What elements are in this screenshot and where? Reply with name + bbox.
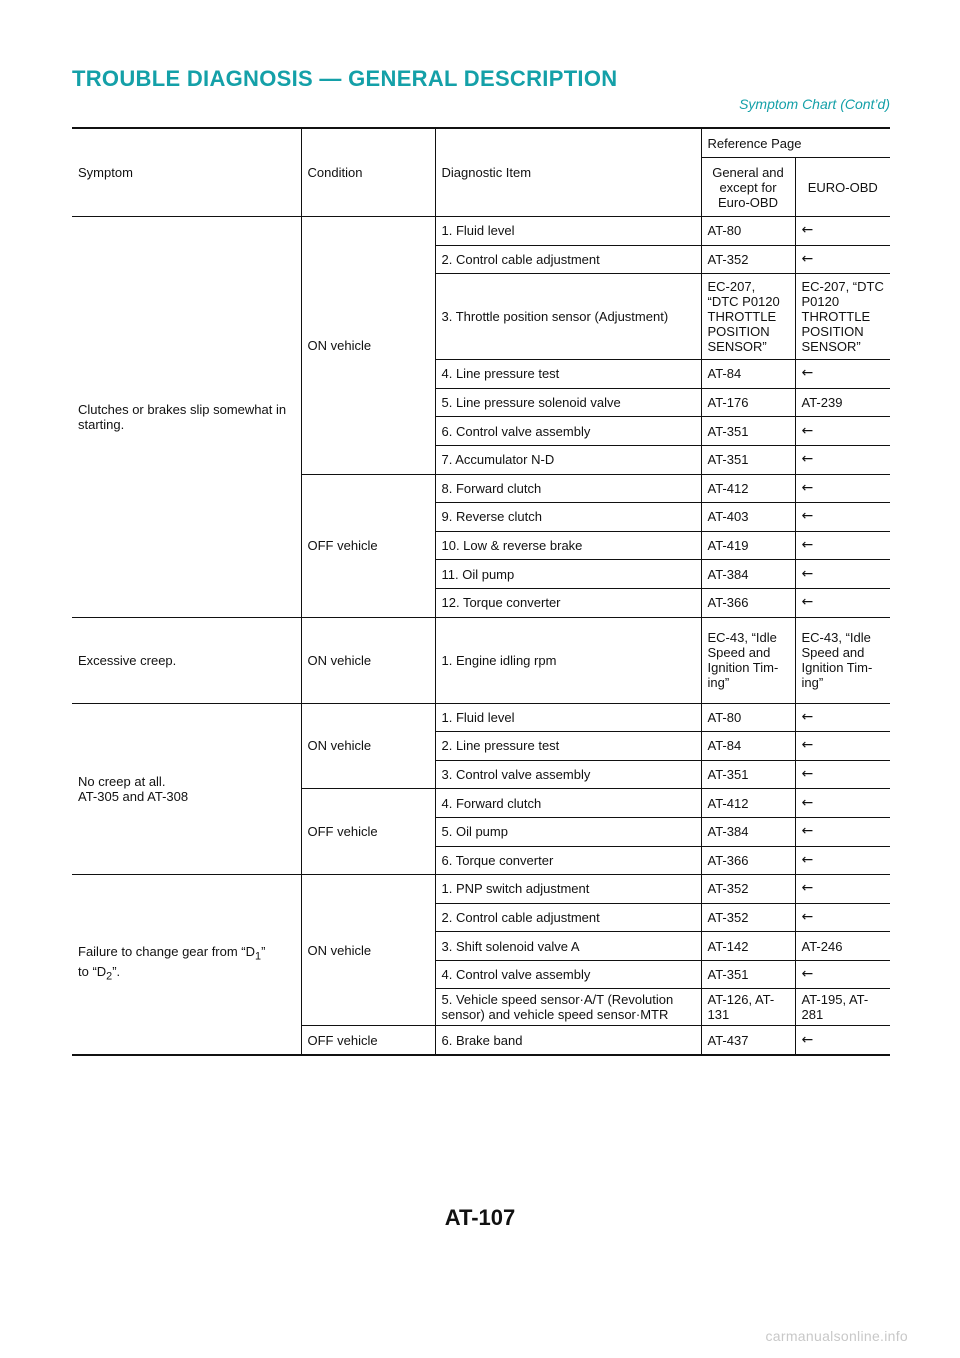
header-reference-page: Reference Page: [701, 128, 890, 158]
symptom-cell: Clutches or brakes slip somewhat in starting.: [72, 217, 301, 618]
diagnostic-item-cell: 5. Line pressure solenoid valve: [435, 388, 701, 417]
condition-cell: ON vehicle: [301, 217, 435, 475]
condition-cell: ON vehicle: [301, 617, 435, 703]
euro-ref-cell: ←: [795, 217, 890, 246]
table-header: [72, 128, 890, 217]
symptom-text: ”.: [112, 964, 121, 980]
euro-ref-cell: ←: [795, 360, 890, 389]
symptom-text: ”: [261, 943, 266, 959]
symptom-line: No creep at all.: [78, 773, 166, 789]
general-ref-cell: AT-419: [701, 531, 795, 560]
header-diagnostic-item: Diagnostic Item: [435, 128, 701, 217]
general-ref-cell: AT-351: [701, 417, 795, 446]
symptom-text: to “D: [78, 964, 107, 980]
condition-cell: OFF vehicle: [301, 1026, 435, 1055]
symptom-cell: [72, 875, 301, 1055]
euro-ref-cell: EC-43, “Idle Speed and Ignition Tim-ing”: [795, 617, 890, 703]
general-ref-cell: AT-384: [701, 560, 795, 589]
euro-ref-cell: ←: [795, 503, 890, 532]
general-ref-cell: AT-351: [701, 445, 795, 474]
general-ref-cell: AT-351: [701, 960, 795, 989]
diagnostic-item-cell: 8. Forward clutch: [435, 474, 701, 503]
diagnostic-item-cell: 9. Reverse clutch: [435, 503, 701, 532]
watermark: carmanualsonline.info: [765, 1328, 908, 1344]
euro-ref-cell: ←: [795, 1026, 890, 1055]
header-general: General and except for Euro-OBD: [701, 158, 795, 217]
header-symptom: Symptom: [72, 128, 301, 217]
euro-ref-cell: AT-239: [795, 388, 890, 417]
diagnostic-item-cell: 6. Torque converter: [435, 846, 701, 875]
diagnostic-item-cell: 6. Control valve assembly: [435, 417, 701, 446]
diagnostic-item-cell: 12. Torque converter: [435, 588, 701, 617]
euro-ref-cell: ←: [795, 417, 890, 446]
diagnostic-item-cell: 2. Control cable adjustment: [435, 245, 701, 274]
general-ref-cell: AT-142: [701, 932, 795, 961]
general-ref-cell: AT-403: [701, 503, 795, 532]
diagnostic-item-cell: 4. Control valve assembly: [435, 960, 701, 989]
diagnostic-item-cell: 2. Control cable adjustment: [435, 903, 701, 932]
condition-cell: OFF vehicle: [301, 789, 435, 875]
euro-ref-cell: ←: [795, 846, 890, 875]
diagnostic-item-cell: 1. Engine idling rpm: [435, 617, 701, 703]
euro-ref-cell: ←: [795, 817, 890, 846]
condition-cell: OFF vehicle: [301, 474, 435, 617]
euro-ref-cell: ←: [795, 903, 890, 932]
diagnostic-item-cell: 4. Forward clutch: [435, 789, 701, 818]
diagnostic-item-cell: 11. Oil pump: [435, 560, 701, 589]
symptom-text: Failure to change gear from “D: [78, 943, 256, 959]
diagnostic-item-cell: 6. Brake band: [435, 1026, 701, 1055]
general-ref-cell: AT-352: [701, 903, 795, 932]
general-ref-cell: EC-207, “DTC P0120 THROTTLE POSITION SENSOR”: [701, 274, 795, 360]
general-ref-cell: AT-366: [701, 588, 795, 617]
euro-ref-cell: ←: [795, 560, 890, 589]
symptom-cell: [72, 703, 301, 875]
general-ref-cell: AT-80: [701, 703, 795, 732]
euro-ref-cell: ←: [795, 474, 890, 503]
euro-ref-cell: ←: [795, 960, 890, 989]
general-ref-cell: AT-176: [701, 388, 795, 417]
page-subtitle: Symptom Chart (Cont’d): [739, 96, 890, 112]
euro-ref-cell: AT-195, AT-281: [795, 989, 890, 1026]
euro-ref-cell: ←: [795, 588, 890, 617]
condition-cell: ON vehicle: [301, 875, 435, 1026]
page-number: AT-107: [444, 1205, 516, 1230]
euro-ref-cell: AT-246: [795, 932, 890, 961]
general-ref-cell: AT-384: [701, 817, 795, 846]
diagnostic-item-cell: 5. Oil pump: [435, 817, 701, 846]
general-ref-cell: AT-437: [701, 1026, 795, 1055]
euro-ref-cell: ←: [795, 531, 890, 560]
general-ref-cell: AT-351: [701, 760, 795, 789]
general-ref-cell: AT-80: [701, 217, 795, 246]
general-ref-cell: AT-84: [701, 360, 795, 389]
diagnostic-item-cell: 7. Accumulator N-D: [435, 445, 701, 474]
euro-ref-cell: ←: [795, 875, 890, 904]
diagnostic-item-cell: 1. Fluid level: [435, 703, 701, 732]
diagnostic-item-cell: 1. Fluid level: [435, 217, 701, 246]
diagnostic-item-cell: 3. Throttle position sensor (Adjustment): [435, 274, 701, 360]
diagnostic-item-cell: 3. Control valve assembly: [435, 760, 701, 789]
euro-ref-cell: ←: [795, 703, 890, 732]
general-ref-cell: AT-352: [701, 245, 795, 274]
euro-ref-cell: ←: [795, 789, 890, 818]
header-euro-obd: EURO-OBD: [795, 158, 890, 217]
euro-ref-cell: ←: [795, 245, 890, 274]
page-title: TROUBLE DIAGNOSIS — GENERAL DESCRIPTION: [72, 66, 618, 91]
condition-cell: ON vehicle: [301, 703, 435, 789]
symptom-reference: AT-305 and AT-308: [78, 788, 189, 804]
subscript: 1: [255, 950, 262, 963]
euro-ref-cell: ←: [795, 760, 890, 789]
general-ref-cell: AT-352: [701, 875, 795, 904]
diagnostic-item-cell: 1. PNP switch adjustment: [435, 875, 701, 904]
general-ref-cell: AT-412: [701, 474, 795, 503]
euro-ref-cell: ←: [795, 445, 890, 474]
diagnostic-item-cell: 5. Vehicle speed sensor·A/T (Revolution sensor) and vehicle speed sensor·MTR: [435, 989, 701, 1026]
general-ref-cell: AT-412: [701, 789, 795, 818]
symptom-chart-table: [72, 127, 890, 1056]
general-ref-cell: AT-366: [701, 846, 795, 875]
diagnostic-item-cell: 2. Line pressure test: [435, 732, 701, 761]
euro-ref-cell: ←: [795, 732, 890, 761]
general-ref-cell: AT-126, AT-131: [701, 989, 795, 1026]
table-body: [72, 217, 890, 1055]
diagnostic-item-cell: 3. Shift solenoid valve A: [435, 932, 701, 961]
general-ref-cell: AT-84: [701, 732, 795, 761]
euro-ref-cell: EC-207, “DTC P0120 THROTTLE POSITION SENSOR”: [795, 274, 890, 360]
general-ref-cell: EC-43, “Idle Speed and Ignition Tim-ing”: [701, 617, 795, 703]
diagnostic-item-cell: 4. Line pressure test: [435, 360, 701, 389]
diagnostic-item-cell: 10. Low & reverse brake: [435, 531, 701, 560]
header-condition: Condition: [301, 128, 435, 217]
symptom-cell: Excessive creep.: [72, 617, 301, 703]
subscript: 2: [106, 970, 113, 983]
page-header: [72, 66, 617, 92]
